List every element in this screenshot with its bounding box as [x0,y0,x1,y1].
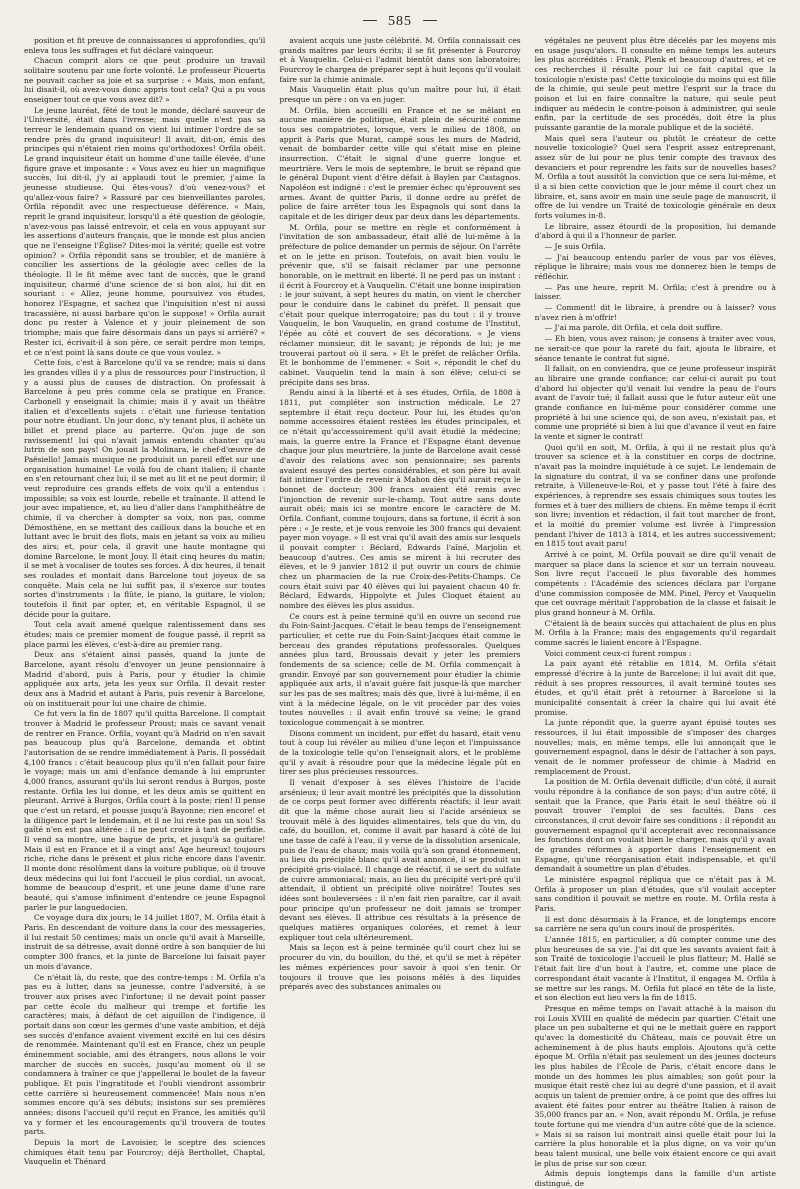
paragraph: Ce n'était là, du reste, que des contre-temps : M. Orfila n'a pas eu à lutter, dans sa jeunesse, contre l'adversité, à se trouver aux prises avec l'infortune; il ne devait point passer par cette école du malheur qui trempe et fortifie les caractères; mais, à défaut de cet aiguillon de l'indigence, il portait dans son cœur les germes d'une vaste ambition, et déjà ses succès d'enfance avaient vivement excité en lui ces désirs de renommée. Maintenant qu'il est en France, chez un peuple éminemment sociable, ami des étrangers, nous allons le voir marcher de succès en succès, jusqu'au moment où il se condamnera à traîner ce que j'appellerai le boulet de la faveur publique. Et puis l'ingratitude et l'oubli viendront assombrir cette carrière si heureusement commencée! Mais nous n'en sommes encore qu'à ses débuts; insistons sur ses premières années; disons l'accueil qu'il reçut en France, les amitiés qu'il va y former et les encouragements qu'il trouvera de toutes parts. [24,972,266,1137]
paragraph: avaient acquis une juste célébrité. M. Orfila connaissait ces grands maîtres par leurs écrits; il se fit présenter à Fourcroy et à Vauquelin. Celui-ci l'admit bientôt dans son laboratoire; Fourcroy le chargea de préparer sept à huit leçons qu'il voulait faire sur la chimie animale. [279,36,521,84]
text-columns [24,36,776,1188]
paragraph: — J'ai beaucoup entendu parler de vous par vos élèves, réplique le libraire; mais vous me donnerez bien le temps de réfléchir. [534,252,776,282]
paragraph: Mais sa leçon est à peine terminée qu'il court chez lui se procurer du vin, du bouillon, du thé, et qu'il se met à répéter les mêmes expériences pour savoir à quoi s'en tenir. Or toujours il trouve que les poisons mêlés à des liquides préparés avec des substances animales ou [279,943,521,992]
paragraph: Quoi qu'il en soit, M. Orfila, à qui il ne restait plus qu'à trouver sa science et à la constituer en corps de doctrine, n'avait pas la moindre inquiétude à ce sujet. Le lendemain de la signature du contrat, il va se confiner dans une profonde retraite, à Villeneuve-le-Roi, et y passe tout l'été à faire des expériences, à reprendre ses essais chimiques sous toutes les formes et à tuer des milliers de chiens. En même temps il écrit son livre; invention et rédaction, il fait tout marcher de front, et la moitié du premier volume est livrée à l'impression pendant l'hiver de 1813 à 1814, et les autres successivement; en 1815 tout avait paru! [534,442,776,549]
paragraph: Rendu ainsi à la liberté et à ses études, Orfila, de 1808 à 1811, put compléter son instruction médicale. Le 27 septembre il était reçu docteur. Pour lui, les études qu'on nomme accessoires étaient restées les études principales, et ce n'était qu'accessoirement qu'il avait étudié la médecine; mais, la guerre entre la France et l'Espagne étant devenue chaque jour plus meurtrière, la junte de Barcelone avait cessé d'avoir des relations avec son pensionnaire; ses parents avaient essuyé des pertes considérables, et son père lui avait fait intimer l'ordre de revenir à Mahon dès qu'il aurait reçu le bonnet de docteur; 300 francs avaient été remis avec l'injonction de revenir sur-le-champ. Tout autre sans doute aurait obéi; mais ici se montre encore le caractère de M. Orfila. Confiant, comme toujours, dans sa fortune, il écrit à son père : « Je reste, et je vous renvoie les 300 francs qui devaient payer mon voyage. » Il est vrai qu'il avait des amis sur lesquels il pouvait compter : Béclard, Edwards l'aîné, Marjolin et beaucoup d'autres. Ces amis se mirent à lui recruter des élèves, et le 9 janvier 1812 il put ouvrir un cours de chimie chez un pharmacien de la rue Croix-des-Petits-Champs. Ce cours était suivi par 40 élèves qui lui payaient chacun 40 fr. Béclard, Edwards, Hippolyte et Jules Cloquet étaient au nombre des élèves les plus assidus. [279,388,521,610]
page-number: 585 [388,14,412,29]
header-dash-right [423,20,437,21]
header-dash-left [363,20,377,21]
paragraph: végétales ne peuvent plus être décelés par les moyens mis en usage jusqu'alors. Il consulte en même temps les auteurs les plus accrédités : Frank, Plenk et beaucoup d'autres, et ce ces recherches il résulte pour lui ce fait capital que la toxicologie n'existe pas! Cette toxicologie du moins qui est fille de la chimie, qui seule peut mettre l'esprit sur la trace du poison et lui en faire connaître la nature, qui seule peut indiquer au médecin le contre-poison à administrer, qui seule enfin, par la certitude de ses procédés, doit être la plus puissante garantie de la morale publique et de la société. [534,36,776,133]
paragraph: — Comment! dit le libraire, à prendre ou à laisser? vous n'avez rien à m'offrir! [534,303,776,322]
paragraph: Disons comment un incident, pur effet du hasard, était venu tout à coup lui révéler au milieu d'une leçon et l'impuissance de la toxicologie telle qu'on l'enseignait alors, et le problème qu'il y avait à résoudre pour que la médecine légale pût en tirer ses plus précieuses ressources. [279,728,521,777]
paragraph: Tout cela avait amené quelque ralentissement dans ses études; mais ce premier moment de fougue passé, il reprit sa place parmi les élèves, c'est-à-dire au premier rang. [24,620,266,649]
paragraph: Deux ans s'étaient ainsi passés, quand la junte de Barcelone, ayant résolu d'envoyer un jeune pensionnaire à Madrid d'abord, puis à Paris, pour y étudier la chimie appliquée aux arts, jeta les yeux sur Orfila. Il devait rester deux ans à Madrid et autant à Paris, puis revenir à Barcelone, où on instituerait pour lui une chaire de chimie. [24,650,266,708]
paragraph: — Je suis Orfila. [544,242,606,252]
paragraph: M. Orfila, bien accueilli en France et ne se mêlant en aucune manière de politique, était plein de sécurité comme tous ses compatriotes, lorsque, vers le milieu de 1808, on apprit à Paris que Murat, campé sous les murs de Madrid, venait de bombarder cette ville qui s'était mise en pleine insurrection. C'était le signal d'une guerre longue et meurtrière. Vers le mois de septembre, le bruit se répand que le général Dupont vient d'être défait à Baylen par Castagnos. Napoléon est indigné : c'est le premier échec qu'éprouvent ses armes. Avant de quitter Paris, il donne ordre au préfet de police de faire arrêter tous les Espagnols qui sont dans la capitale et de les diriger deux par deux dans les départements. [279,105,521,222]
paragraph: C'étaient là de beaux succès qui attachaient de plus en plus M. Orfila à la France; mais des engagements qu'il regardait comme sacrés le liaient encore à l'Espagne. [534,618,776,647]
paragraph: position et fit preuve de connaissances si approfondies, qu'il enleva tous les suffrages et fut déclaré vainqueur. [24,36,266,55]
paragraph: Arrivé à ce point, M. Orfila pouvait se dire qu'il venait de marquer sa place dans la science et sur un terrain nouveau. Son livre reçut l'accueil le plus favorable des hommes compétents : l'Académie des sciences déclara par l'organe d'une commission composée de MM. Pinel, Percy et Vauquelin que cet ouvrage méritait l'approbation de la classe et faisait le plus grand honneur à M. Orfila. [534,549,776,617]
paragraph: Le ministère espagnol répliqua que ce n'était pas à M. Orfila à proposer un plan d'études, que s'il voulait accepter sans condition il pouvait se mettre en route. M. Orfila resta à Paris. [534,875,776,914]
paragraph: Il est donc désormais à la France, et de longtemps encore sa carrière ne sera qu'un cours inouï de prospérités. [534,914,776,934]
paragraph: La paix ayant été rétablie en 1814, M. Orfila s'était empressé d'écrire à la junte de Barcelone; il lui avait dit que, réduit à ses propres ressources, il avait terminé toutes ses études, et qu'il était prêt à retourner à Barcelone si la municipalité consentait à créer la chaire qui lui avait été promise. [534,659,776,717]
paragraph: Depuis la mort de Lavoisier, le sceptre des sciences chimiques était tenu par Fourcroy; déjà Berthollet, Chaptal, Vauquelin et Thénard [24,1137,266,1167]
paragraph: Admis depuis longtemps dans la famille d'un artiste distingué, de [534,1169,776,1188]
paragraph: Chacun comprit alors ce que peut produire un travail solitaire soutenu par une forte volonté. Le professeur Picuerta ne pouvait cacher sa joie et sa surprise : « Mais, mon enfant, lui disait-il, où avez-vous donc appris tout cela? Qui a pu vous enseigner tout ce que vous avez dit? » [24,56,266,105]
paragraph: La junte répondit que, la guerre ayant épuisé toutes ses ressources, il lui était impossible de s'imposer des charges nouvelles; mais, en même temps, elle lui annonçait que le gouvernement espagnol, dans le désir de l'attacher à son pays, venait de le nommer professeur de chimie à Madrid en remplacement de Proust. [534,718,776,776]
paragraph: La position de M. Orfila devenait difficile; d'un côté, il aurait voulu répondre à la confiance de son pays; d'un autre côté, il sentait que la France, que Paris était le seul théâtre où il pouvait trouver l'emploi de ses facultés. Dans ces circonstances, il crut devoir faire ses conditions : il répondit au gouvernement espagnol qu'il accepterait avec reconnaissance les fonctions dont on voulait bien le charger, mais qu'il y avait de grandes réformes à apporter dans l'enseignement en Espagne, qu'une réorganisation était indispensable, et qu'il demandait à soumettre un plan d'études. [534,777,776,874]
paragraph: Il fallait, on en conviendra, que ce jeune professeur inspirât au libraire une grande confiance; car celui-ci aurait pu tout d'abord lui objecter qu'il venait lui vendre la peau de l'ours avant de l'avoir tué; il fallait aussi que le futur auteur eût une grande confiance en lui-même pour considérer comme une propriété à lui une science qui, de son aveu, n'existait pas, et comme une propriété si bien à lui que d'avance il veut en faire la vente et signer le contrat! [534,364,776,441]
paragraph: Ce voyage dura dix jours; le 14 juillet 1807, M. Orfila était à Paris. En descendant de voiture dans la cour des messageries, il lui restait 50 centimes; mais un oncle qu'il avait à Marseille, instruit de sa détresse, avait donné ordre à son banquier de lui compter 300 francs, et la junte de Barcelone lui faisait payer un mois d'avance. [24,913,266,971]
paragraph: Mais Vauquelin était plus qu'un maître pour lui, il était presque un père : on va en juger. [279,85,521,105]
paragraph: M. Orfila, pour se mettre en règle et conformément à l'invitation de son ambassadeur, était allé de lui-même à la préfecture de police demander un permis de séjour. On l'arrête et on le jette en prison. Toutefois, on avait bien voulu le prévenir que, s'il se faisait réclamer par une personne honorable, on le mettrait en liberté. Il ne perd pas un instant : il écrit à Fourcroy et à Vauquelin. C'était une bonne inspiration : le jour suivant, à sept heures du matin, on vient le chercher pour le conduire dans le cabinet du préfet. Il pensait que c'était pour quelque interrogatoire; pas du tout : il y trouve Vauquelin, le bon Vauquelin, en grand costume de l'Institut, l'épée au côté et couvert de ses décorations. « Je viens réclamer monsieur, dit le savant; je réponds de lui; je me trouverai partout où il sera. » Et le préfet de relâcher Orfila. Et le bonhomme de l'emmener. « Soit », répondit le chef du cabinet. Vauquelin tend la main à son élève; celui-ci se précipite dans ses bras. [279,222,521,387]
paragraph: — Pas une heure, reprit M. Orfila; c'est à prendre ou à laisser. [534,282,776,302]
paragraph: Cette fois, c'est à Barcelone qu'il va se rendre; mais si dans les grandes villes il y a plus de ressources pour l'instruction, il y a aussi plus de causes de distraction. On professait à Barcelone à peu près comme cela se pratique en France. Carbonell y enseignait la chimie; mais il y avait un théâtre italien et d'excellents sujets : c'était une furieuse tentation pour notre étudiant. Un jour donc, n'y tenant plus, il achète un billet et prend place au parterre. Qu'on juge de son ravissement! lui qui n'avait jamais entendu chanter qu'au lutrin de son pays! On jouait la Molinara, le chef-d'œuvre de Paësiello! Jamais musique ne produisit un pareil effet sur une organisation humaine! Le voilà fou de chant italien; il chante en s'en retournant chez lui; il se met au lit et ne peut dormir; il veut reproduire ces grands effets de voix qu'il a entendus : impossible; sa voix est lourde, rebelle et traînante. Il attend le jour avec impatience, et, au lieu d'aller dans l'amphithéâtre de chimie, il va chercher à dompter sa voix, non pas, comme Démosthène, en se mettant des cailloux dans la bouche et en luttant avec le bruit des flots, mais en jetant sa voix au milieu des airs; et, pour cela, il gravit une haute montagne qui domine Barcelone, le mont Jouy. Il était cinq heures du matin; il se met à vocaliser de toutes ses forces. À dix heures, il tenait ses roulades et montait dans Barcelone tout joyeux de sa conquête. Mais cela ne lui suffit pas, il s'exerce sur toutes sortes d'instruments : la flûte, le piano, la guitare, le violon; toutefois il finit par opter, et, en véritable Espagnol, il se décide pour la guitare. [24,358,266,619]
paragraph: Ce cours est à peine terminé qu'il en ouvre un second rue du Foin-Saint-Jacques. C'était le beau temps de l'enseignement particulier, et cette rue du Foin-Saint-Jacques était comme le berceau des grandes réputations professorales. Quelques années plus tard, Broussais devait y jeter les premiers fondements de sa science; celle de M. Orfila commençait à grandir. Envoyé par son gouvernement pour étudier la chimie appliquée aux arts, il n'avait guère fait jusque-là que marcher sur les pas de ses maîtres; mais dès que, livré à lui-même, il en vint à la médecine légale, on le vit procéder par des voies toutes nouvelles : il avait enfin trouvé sa veine; le grand toxicologue commençait à se montrer. [279,611,521,728]
paragraph: Ce fut vers la fin de 1807 qu'il quitta Barcelone. Il comptait trouver à Madrid le professeur Proust; mais ce savant venait de rentrer en France. Orfila, voyant qu'à Madrid on n'en savait pas beaucoup plus qu'à Barcelone, demanda et obtint l'autorisation de se rendre immédiatement à Paris. Il possédait 4,100 francs : c'était beaucoup plus qu'il n'en fallait pour faire le voyage; mais un ami d'enfance demande à lui emprunter 4,000 francs, assurant qu'ils lui seront rendus à Burgos, poste restante. Orfila les lui donne, et les deux amis se quittent en pleurant. Arrivé à Burgos, Orfila court à la poste; rien! Il pense que c'est un retard, et pousse jusqu'à Bayonne; rien encore! et la diligence part le lendemain, et il ne lui reste pas un sou! Sa gaîté n'en est pas altérée : il ne peut croire à tant de perfidie. Il vend sa montre, une bague de prix, et jusqu'à sa guitare! Mais il est en France et il a vingt ans! Age heureux! toujours riche, riche dans le présent et plus riche encore dans l'avenir. Il monte donc résolûment dans la voiture publique, où il trouve deux médecins qui lui font l'accueil le plus cordial, un avocat, homme de beaucoup d'esprit, et une jeune dame d'une rare beauté, qui s'amuse infiniment d'entendre ce jeune Espagnol parler le pur languedocien. [24,709,266,912]
column-1 [24,36,266,1167]
paragraph: Il venait d'exposer à ses élèves l'histoire de l'acide arsénieux; il leur avait montré les précipités que la dissolution de ce corps peut former avec différents réactifs; il leur avait dit que la même chose aurait lieu si l'acide arsénieux se trouvait mêlé à des liquides alimentaires, tels que du vin, du café, du bouillon, et, comme il avait par hasard à côté de lui une tasse de café à l'eau, il y verse de la dissolution arsenicale, puis de l'eau de chaux; mais voilà qu'à son grand étonnement, au lieu du précipité blanc qu'il avait annoncé, il se produit un précipité gris-violacé. Il change de réactif, il se sert du sulfate de cuivre ammoniacal; mais, au lieu du précipité vert-pré qu'il attendait, il obtient un précipité olive noirâtre! Toutes ses idées sont bouleversées : il n'en fait rien paraître, car il avait pour principe qu'un professeur ne doit jamais se tromper devant ses élèves. Il attribue ces résultats à la présence de quelques matières organiques colorées, et remet à leur expliquer tout cela ultérieurement. [279,778,521,942]
paragraph: Le jeune lauréat, fêté de tout le monde, déclaré sauveur de l'Université, était dans l'ivresse; mais quelle n'est pas sa terreur le lendemain quand on vient lui intimer l'ordre de se rendre près du grand inquisiteur! Il avait, dit-on, émis des principes qui n'étaient rien moins qu'orthodoxes! Orfila obéit. Le grand inquisiteur était un homme d'une taille élevée, d'une figure grave et imposante : « Vous avez eu hier un magnifique succès, lui dit-il, j'y ai applaudi tout le premier, j'aime la jeunesse studieuse. Qui êtes-vous? d'où venez-vous? et qu'allez-vous faire? » Rassuré par ces bienveillantes paroles, Orfila répondit avec une respectueuse déférence. « Mais, reprit le grand inquisiteur, lorsqu'il a été question de géologie, n'avez-vous pas laissé entrevoir, et cela en vous appuyant sur les assertions d'auteurs français, que le monde est plus ancien que ne l'enseigne l'Église? Dites-moi la vérité; quelle est votre opinion? » Orfila répondit sans se troubler, et de manière à concilier les assertions de la géologie avec celles de la théologie. Il le fit même avec tant de succès, que le grand inquisiteur, charmé d'une science de si bon aloi, lui dit en souriant : « Allez, jeune homme, poursuivez vos études, honorez l'Espagne, et sachez que l'inquisition n'est ni aussi tracassière, ni aussi barbare qu'on le suppose! » Orfila aurait donc pu rester à Valence et y jouir pleinement de son triomphe; mais que faire désormais dans un pays si arriéré? « Rester ici, écrivait-il à son père, ce serait perdre mon temps, et ce n'est point là sans doute ce que vous voulez. » [24,105,266,357]
paragraph: Le libraire, assez étourdi de la proposition, lui demande d'abord à qui il a l'honneur de parler. [534,221,776,241]
paragraph: Voici comment ceux-ci furent rompus : [544,648,692,658]
paragraph: — Eh bien, vous avez raison; je consens à traiter avec vous, ne serait-ce que pour la rareté du fait, ajouta le libraire, et séance tenante le contrat fut signé. [534,334,776,363]
column-3 [534,36,776,1188]
paragraph: Mais quel sera l'auteur ou plutôt le créateur de cette nouvelle toxicologie? Quel sera l'esprit assez entreprenant, assez sûr de lui pour ne plus tenir compte des travaux des devanciers et pour reprendre les faits sur de nouvelles bases? M. Orfila a tout aussitôt la conviction que ce sera lui-même, et il a si bien cette conviction que le jour même il court chez un libraire, et, sans avoir en main une seule page de manuscrit, il offre de lui vendre un Traité de toxicologie générale en deux forts volumes in-8. [534,133,776,221]
paragraph: Presque en même temps on l'avait attaché à la maison du roi Louis XVIII en qualité de médecin par quartier. C'était une place un peu subalterne et qui ne le mettait guère en rapport qu'avec la domesticité du Château, mais ce pouvait être un acheminement à de plus hauts emplois. Ajoutons qu'à cette époque M. Orfila n'était pas seulement un des jeunes docteurs les plus habiles de l'École de Paris, c'était encore dans le monde un des hommes les plus aimables; son goût pour la musique était resté chez lui au degré d'une passion, et il avait acquis un talent de premier ordre, à ce point que des offres lui avaient été faites pour entrer au théâtre Italien à raison de 35,000 francs par an. « Non, avait répondu M. Orfila, je refuse toute fortune qui me viendra d'un autre côté que de la science. » Mais si sa raison lui montrait ainsi quelle était pour lui la carrière la plus honorable et la plus digne, on va voir qu'un beau talent musical, une belle voix étaient encore ce qui avait le plus de prise sur son cœur. [534,1003,776,1168]
column-2 [279,36,520,1146]
paragraph: L'année 1815, en particulier, a dû compter comme une des plus heureuses de sa vie. J'ai dit que les savants avaient fait à son Traité de toxicologie l'accueil le plus flatteur; M. Hallé se l'était fait lire d'un bout à l'autre, et, comme une place de correspondant était vacante à l'Institut, il engagea M. Orfila à se mettre sur les rangs. M. Orfila fut placé en tête de la liste, et son élection eut lieu vers la fin de 1815. [534,935,776,1003]
page-header [24,10,776,36]
paragraph: — J'ai ma parole, dit Orfila, et cela doit suffire. [544,323,723,333]
